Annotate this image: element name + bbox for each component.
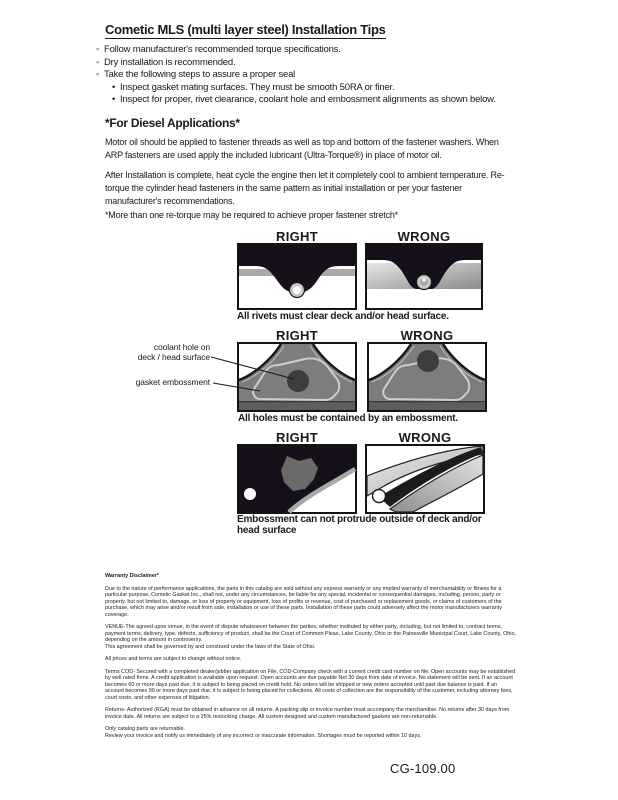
diagram-caption-row1: All rivets must clear deck and/or head surface. — [237, 311, 449, 322]
diagram-caption-row2: All holes must be contained by an embossment. — [238, 413, 458, 424]
diagram-rivet-wrong — [365, 243, 483, 310]
wrong-label-row1: WRONG — [397, 229, 451, 244]
warranty-paragraph: Only catalog parts are returnable. — [105, 726, 186, 732]
annotation-coolant-line2: deck / head surface — [137, 351, 210, 362]
annotation-embossment: gasket embossment — [135, 377, 210, 387]
tip-text: Follow manufacturer's recommended torque specifications. — [104, 44, 341, 55]
bullet-icon: • — [112, 94, 116, 106]
diesel-paragraph-1: Motor oil should be applied to fastener threads as well as top and bottom of the fastener washers. When ARP fasteners are used apply the included lubricant (Ultra-Torque®) in place of motor oil. — [105, 137, 499, 160]
diesel-applications-heading: *For Diesel Applications* — [105, 116, 240, 130]
page-title: Cometic MLS (multi layer steel) Installation Tips — [105, 22, 386, 37]
right-label-row1: RIGHT — [276, 229, 318, 244]
right-label-row2: RIGHT — [276, 328, 318, 343]
bullet-icon: • — [112, 81, 116, 93]
diagram-caption-row3: Embossment can not protrude outside of deck and/or head surface — [237, 514, 482, 536]
bullet-icon: ◦ — [96, 44, 100, 55]
pointer-line-embossment — [213, 383, 260, 391]
wrong-label-row3: WRONG — [398, 430, 452, 445]
annotation-pointer-lines — [205, 348, 305, 398]
bolt-hole — [373, 490, 386, 503]
tip-text: Inspect for proper, rivet clearance, coolant hole and embossment alignments as shown below. — [120, 94, 496, 106]
wrong-label-row2: WRONG — [400, 328, 454, 343]
bullet-icon: ◦ — [96, 69, 100, 81]
list-item — [96, 57, 496, 70]
list-item — [112, 94, 496, 107]
warranty-disclaimer — [105, 573, 517, 739]
list-item — [96, 44, 496, 57]
document-number: CG-109.00 — [390, 761, 456, 776]
diagram-protrusion-wrong — [365, 444, 485, 514]
diagram-embossment-wrong — [367, 342, 487, 412]
warranty-paragraph: Terms COD- Secured with a completed dealer/jobber application on File, COD-Company check with a current credit card number on file. Open accounts may be established by well rated firms. A credit application is available upon request. Open accounts are due payable Net 30 days from date of invoice. No statement will be sent. If an account becomes 60 or more days past due, it is subject to being placed on credit hold. No orders will be shipped or new orders accepted until past due balance is paid. If an account becomes 90 or more days past due, it is subject to being placed for collections. All costs of collection are the responsibility of the customer, including attorney fees, court costs, and other expenses of litigation. — [105, 668, 516, 701]
warranty-paragraph: VENUE-The agreed upon venue, in the event of dispute whatsoever between the parties, whether instituted by either party, including, but not limited to, contract terms, payment terms, delivery, type, defects, sufficiency of product, shall be the Court of Common Pleas, Lake County, Ohio or the Painesville Municipal Court, Lake County, Ohio, depending on the amount in controversy. — [105, 624, 516, 643]
warranty-paragraph: All prices and terms are subject to change without notice. — [105, 656, 242, 662]
warranty-paragraph: Due to the nature of performance applications, the parts in this catalog are sold without any express warranty or any implied warranty of merchantability or fitness for a particular purpose. Cometic Gasket Inc., shall not, under any circumstances, be liable for any special, incidental or consequential damages, including, person, party or property, but not limited to, damage, or loss of property or equipment, loss of profits or revenue, cost of purchased or replacement goods, or claims of customers of the purchase, which may arise and/or result from sale, installation or use of these parts. Installation of these parts could adversely affect the motor manufacturers warranty coverage. — [105, 585, 502, 618]
tip-text: Dry installation is recommended. — [104, 56, 236, 68]
annotation-coolant-line1: coolant hole on — [153, 342, 210, 352]
pointer-line-coolant — [211, 357, 294, 379]
warranty-paragraph: This agreement shall be governed by and construed under the laws of the State of Ohio. — [105, 643, 316, 650]
warranty-paragraph: Returns- Authorized (RGA) must be obtained in advance on all returns. A packing slip or invoice number must accompany the merchandise. No returns after 30 days from invoice date. All returns are subject to a 25% restocking charge. All custom designed and custom manufactured gaskets are non-returnable. — [105, 707, 510, 720]
list-item — [96, 69, 496, 82]
tip-text: Inspect gasket mating surfaces. They must be smooth 50RA or finer. — [120, 81, 395, 93]
bullet-icon: ◦ — [96, 56, 100, 68]
diagram-rivet-right — [237, 243, 357, 310]
warranty-heading: Warranty Disclaimer* — [105, 573, 160, 579]
list-item — [112, 82, 496, 95]
retorque-note: *More than one re-torque may be required to achieve proper fastener stretch* — [105, 210, 398, 220]
tip-text: Take the following steps to assure a proper seal — [104, 69, 296, 81]
warranty-paragraph: Review your invoice and notify us immediately of any incorrect or inaccurate information. Shortages must be reported within 10 days. — [105, 732, 422, 739]
diagram-protrusion-right — [237, 444, 357, 514]
right-label-row3: RIGHT — [276, 430, 318, 445]
coolant-hole — [417, 350, 439, 372]
diesel-paragraph-2: After Installation is complete, heat cycle the engine then let it completely cool to ambient temperature. Re-torque the cylinder head fasteners in the same pattern as initial installation or per your fastener manufacturer's recommendations. — [105, 170, 505, 206]
installation-tips-list — [96, 44, 496, 107]
bolt-hole — [244, 488, 256, 500]
